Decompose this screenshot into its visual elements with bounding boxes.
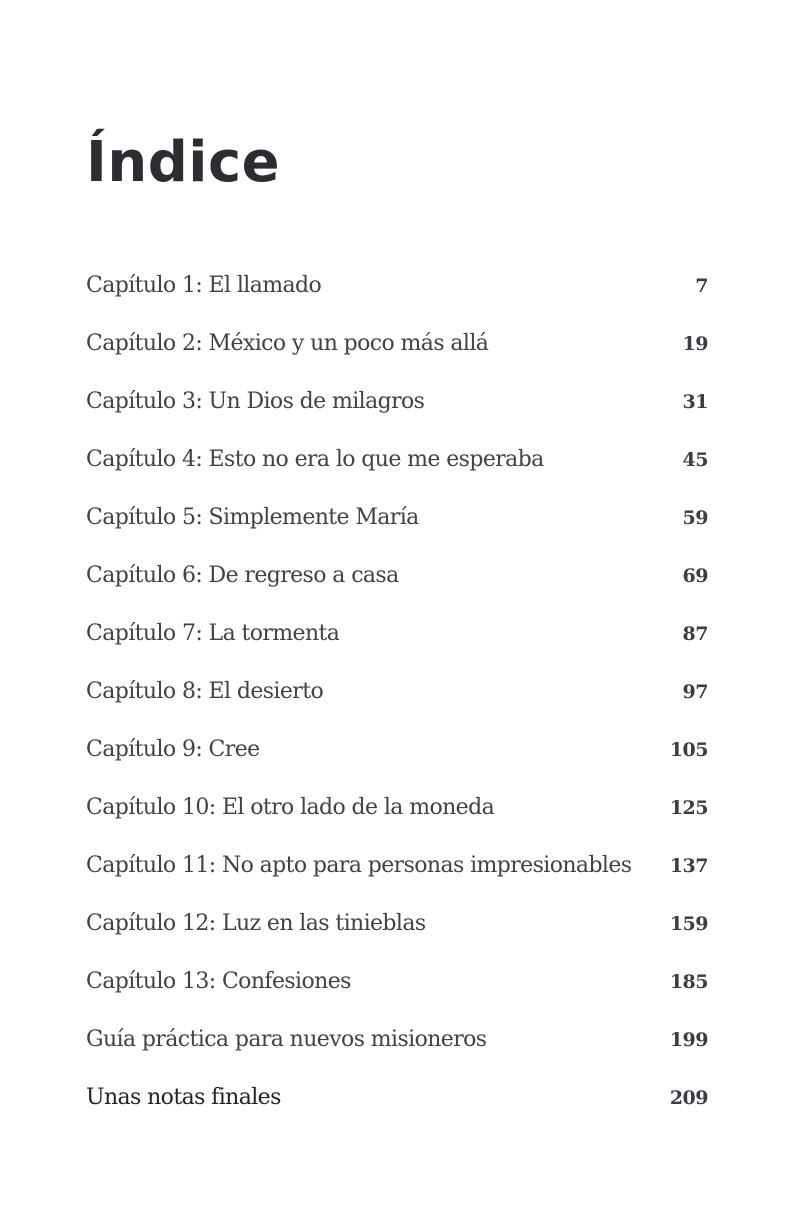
toc-entry-title: Capítulo 11: No apto para personas impresionables bbox=[86, 853, 632, 878]
toc-entry-page: 137 bbox=[669, 855, 708, 877]
toc-entry-page: 105 bbox=[669, 739, 708, 761]
toc-entry-15 bbox=[86, 1076, 708, 1134]
toc-entry-title: Guía práctica para nuevos misioneros bbox=[86, 1027, 487, 1052]
toc-entry-title: Capítulo 4: Esto no era lo que me esperaba bbox=[86, 447, 544, 472]
toc-entry-page: 159 bbox=[669, 913, 708, 935]
toc-entry-page: 31 bbox=[682, 391, 708, 413]
toc-entry-page: 199 bbox=[669, 1029, 708, 1051]
toc-entry-title: Capítulo 10: El otro lado de la moneda bbox=[86, 795, 495, 820]
toc-entry-title: Capítulo 13: Confesiones bbox=[86, 969, 351, 994]
toc-entry-page: 45 bbox=[682, 449, 708, 471]
toc-entry-title: Capítulo 8: El desierto bbox=[86, 679, 324, 704]
toc-entry-page: 19 bbox=[682, 333, 708, 355]
toc-entry-page: 125 bbox=[669, 797, 708, 819]
toc-entry-11 bbox=[86, 844, 708, 902]
toc-entry-title: Capítulo 12: Luz en las tinieblas bbox=[86, 911, 426, 936]
toc-entry-page: 97 bbox=[682, 681, 708, 703]
toc-entry-12 bbox=[86, 902, 708, 960]
toc-entry-14 bbox=[86, 1018, 708, 1076]
toc-entry-1 bbox=[86, 264, 708, 322]
page-title: Índice bbox=[86, 130, 281, 195]
toc-entry-title: Capítulo 9: Cree bbox=[86, 737, 260, 762]
toc-entry-7 bbox=[86, 612, 708, 670]
toc-entry-title: Capítulo 2: México y un poco más allá bbox=[86, 331, 489, 356]
toc-entry-page: 87 bbox=[682, 623, 708, 645]
toc-entry-13 bbox=[86, 960, 708, 1018]
toc-entry-page: 209 bbox=[669, 1087, 708, 1109]
toc-entry-page: 59 bbox=[682, 507, 708, 529]
toc-entry-2 bbox=[86, 322, 708, 380]
toc-entry-title: Capítulo 6: De regreso a casa bbox=[86, 563, 399, 588]
toc-entry-3 bbox=[86, 380, 708, 438]
table-of-contents bbox=[86, 264, 708, 1134]
toc-entry-9 bbox=[86, 728, 708, 786]
toc-entry-title: Capítulo 3: Un Dios de milagros bbox=[86, 389, 425, 414]
toc-entry-6 bbox=[86, 554, 708, 612]
toc-entry-page: 7 bbox=[695, 275, 708, 297]
toc-entry-4 bbox=[86, 438, 708, 496]
toc-entry-8 bbox=[86, 670, 708, 728]
toc-entry-10 bbox=[86, 786, 708, 844]
toc-entry-page: 185 bbox=[669, 971, 708, 993]
toc-entry-title: Unas notas finales bbox=[86, 1085, 281, 1110]
toc-entry-5 bbox=[86, 496, 708, 554]
toc-entry-title: Capítulo 5: Simplemente María bbox=[86, 505, 419, 530]
toc-entry-title: Capítulo 7: La tormenta bbox=[86, 621, 340, 646]
toc-entry-page: 69 bbox=[682, 565, 708, 587]
toc-entry-title: Capítulo 1: El llamado bbox=[86, 273, 322, 298]
